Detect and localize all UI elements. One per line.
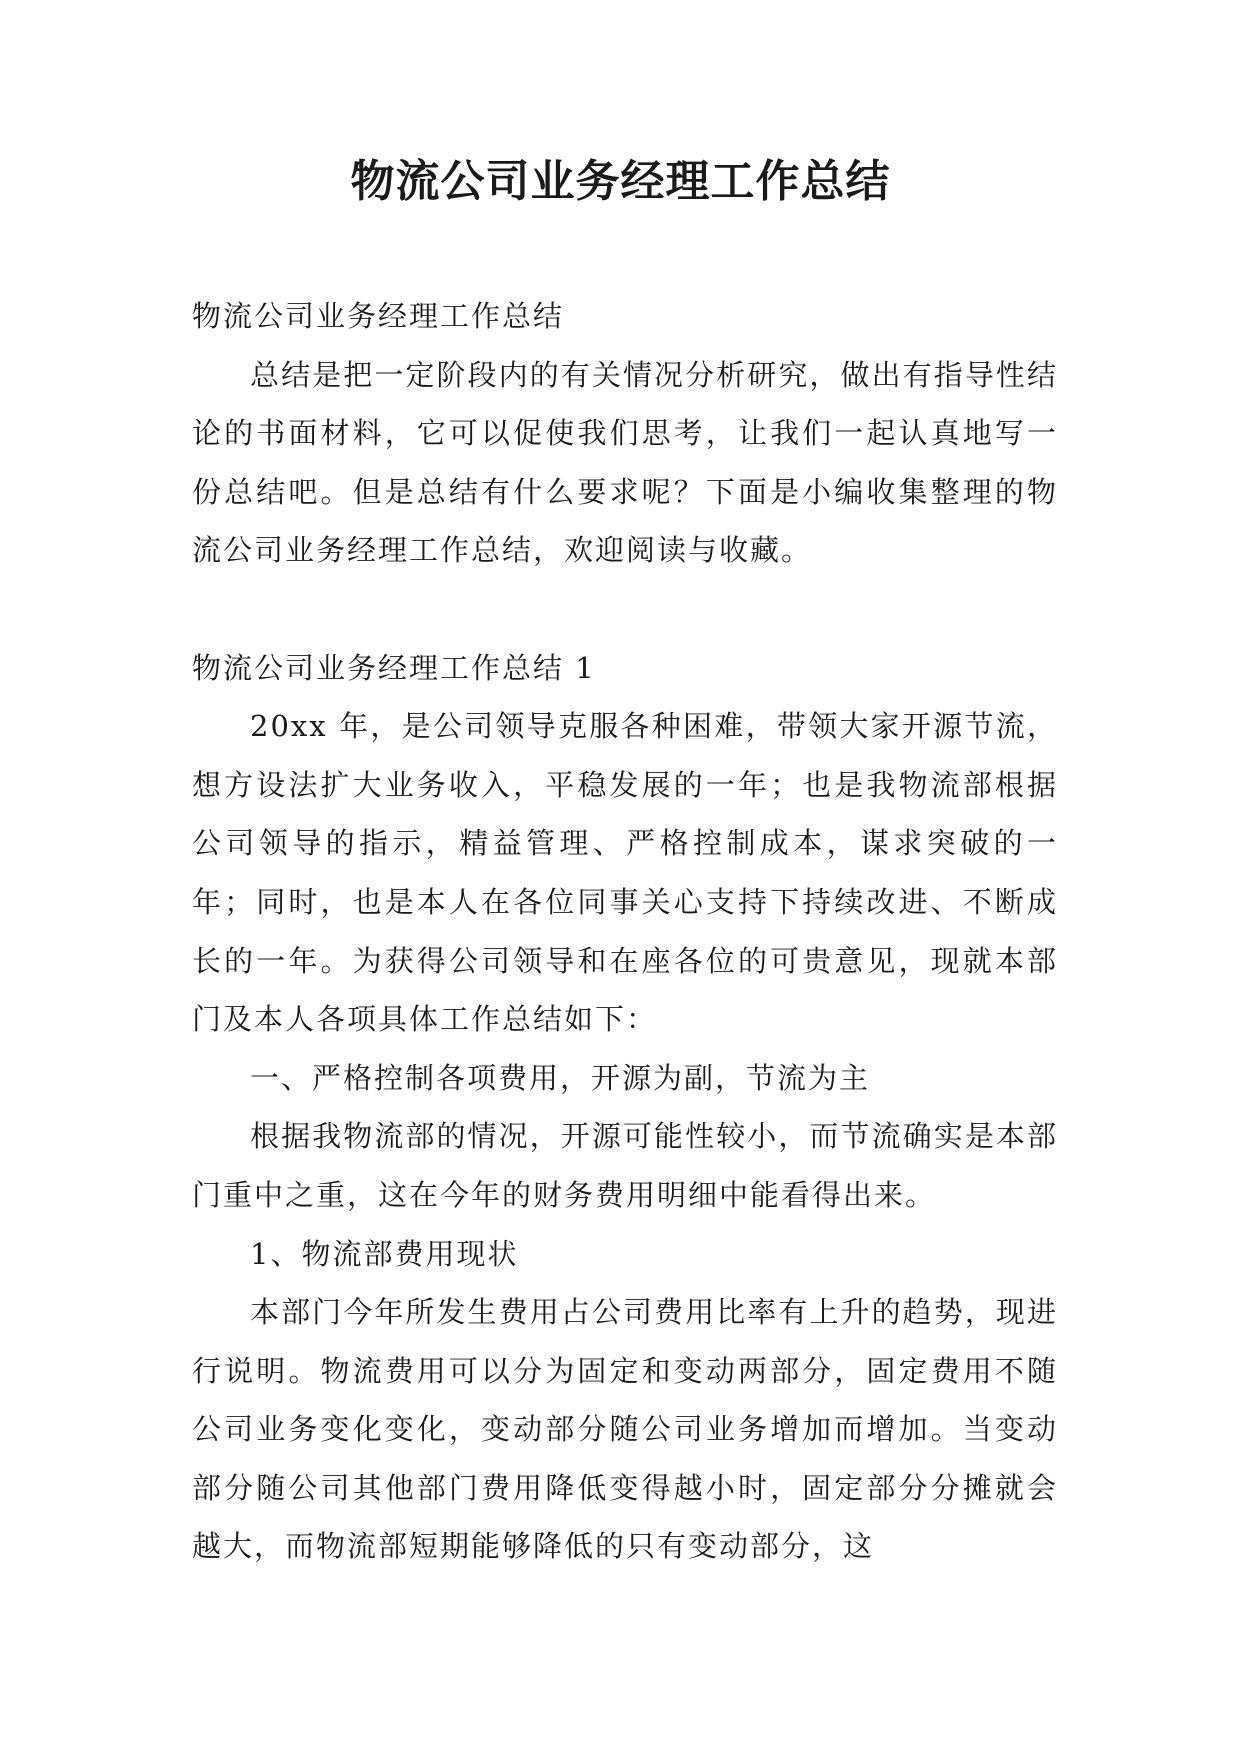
intro-heading: 物流公司业务经理工作总结: [192, 299, 565, 333]
item-heading: 1、物流部费用现状: [250, 1236, 519, 1271]
section-heading: 物流公司业务经理工作总结 1: [192, 650, 596, 685]
body-paragraph: 20xx 年，是公司领导克服各种困难，带领大家开源节流，想方设法扩大业务收入，平稳发展的一年；也是我物流部根据公司领导的指示，精益管理、严格控制成本，谋求突破的一年；同时，也是本人在各位同事关心支持下持续改进、不断成长的一年。为获得公司领导和在座各位的可贵意见，现就本部门及本人各项具体工作总结如下：: [192, 709, 1058, 1037]
document-title: 物流公司业务经理工作总结: [350, 156, 891, 207]
paragraph-spacer: [192, 580, 1058, 639]
subsection-heading: 一、严格控制各项费用，开源为副，节流为主: [250, 1060, 871, 1095]
body-paragraph: 根据我物流部的情况，开源可能性较小，而节流确实是本部门重中之重，这在今年的财务费用明细中能看得出来。: [192, 1119, 1058, 1212]
document-body: [192, 287, 1058, 1576]
intro-paragraph: 总结是把一定阶段内的有关情况分析研究，做出有指导性结论的书面材料，它可以促使我们思考，让我们一起认真地写一份总结吧。但是总结有什么要求呢？下面是小编收集整理的物流公司业务经理工作总结，欢迎阅读与收藏。: [192, 357, 1058, 568]
body-paragraph: 本部门今年所发生费用占公司费用比率有上升的趋势，现进行说明。物流费用可以分为固定和变动两部分，固定费用不随公司业务变化变化，变动部分随公司业务增加而增加。当变动部分随公司其他部门费用降低变得越小时，固定部分分摊就会越大，而物流部短期能够降低的只有变动部分，这: [192, 1295, 1058, 1564]
